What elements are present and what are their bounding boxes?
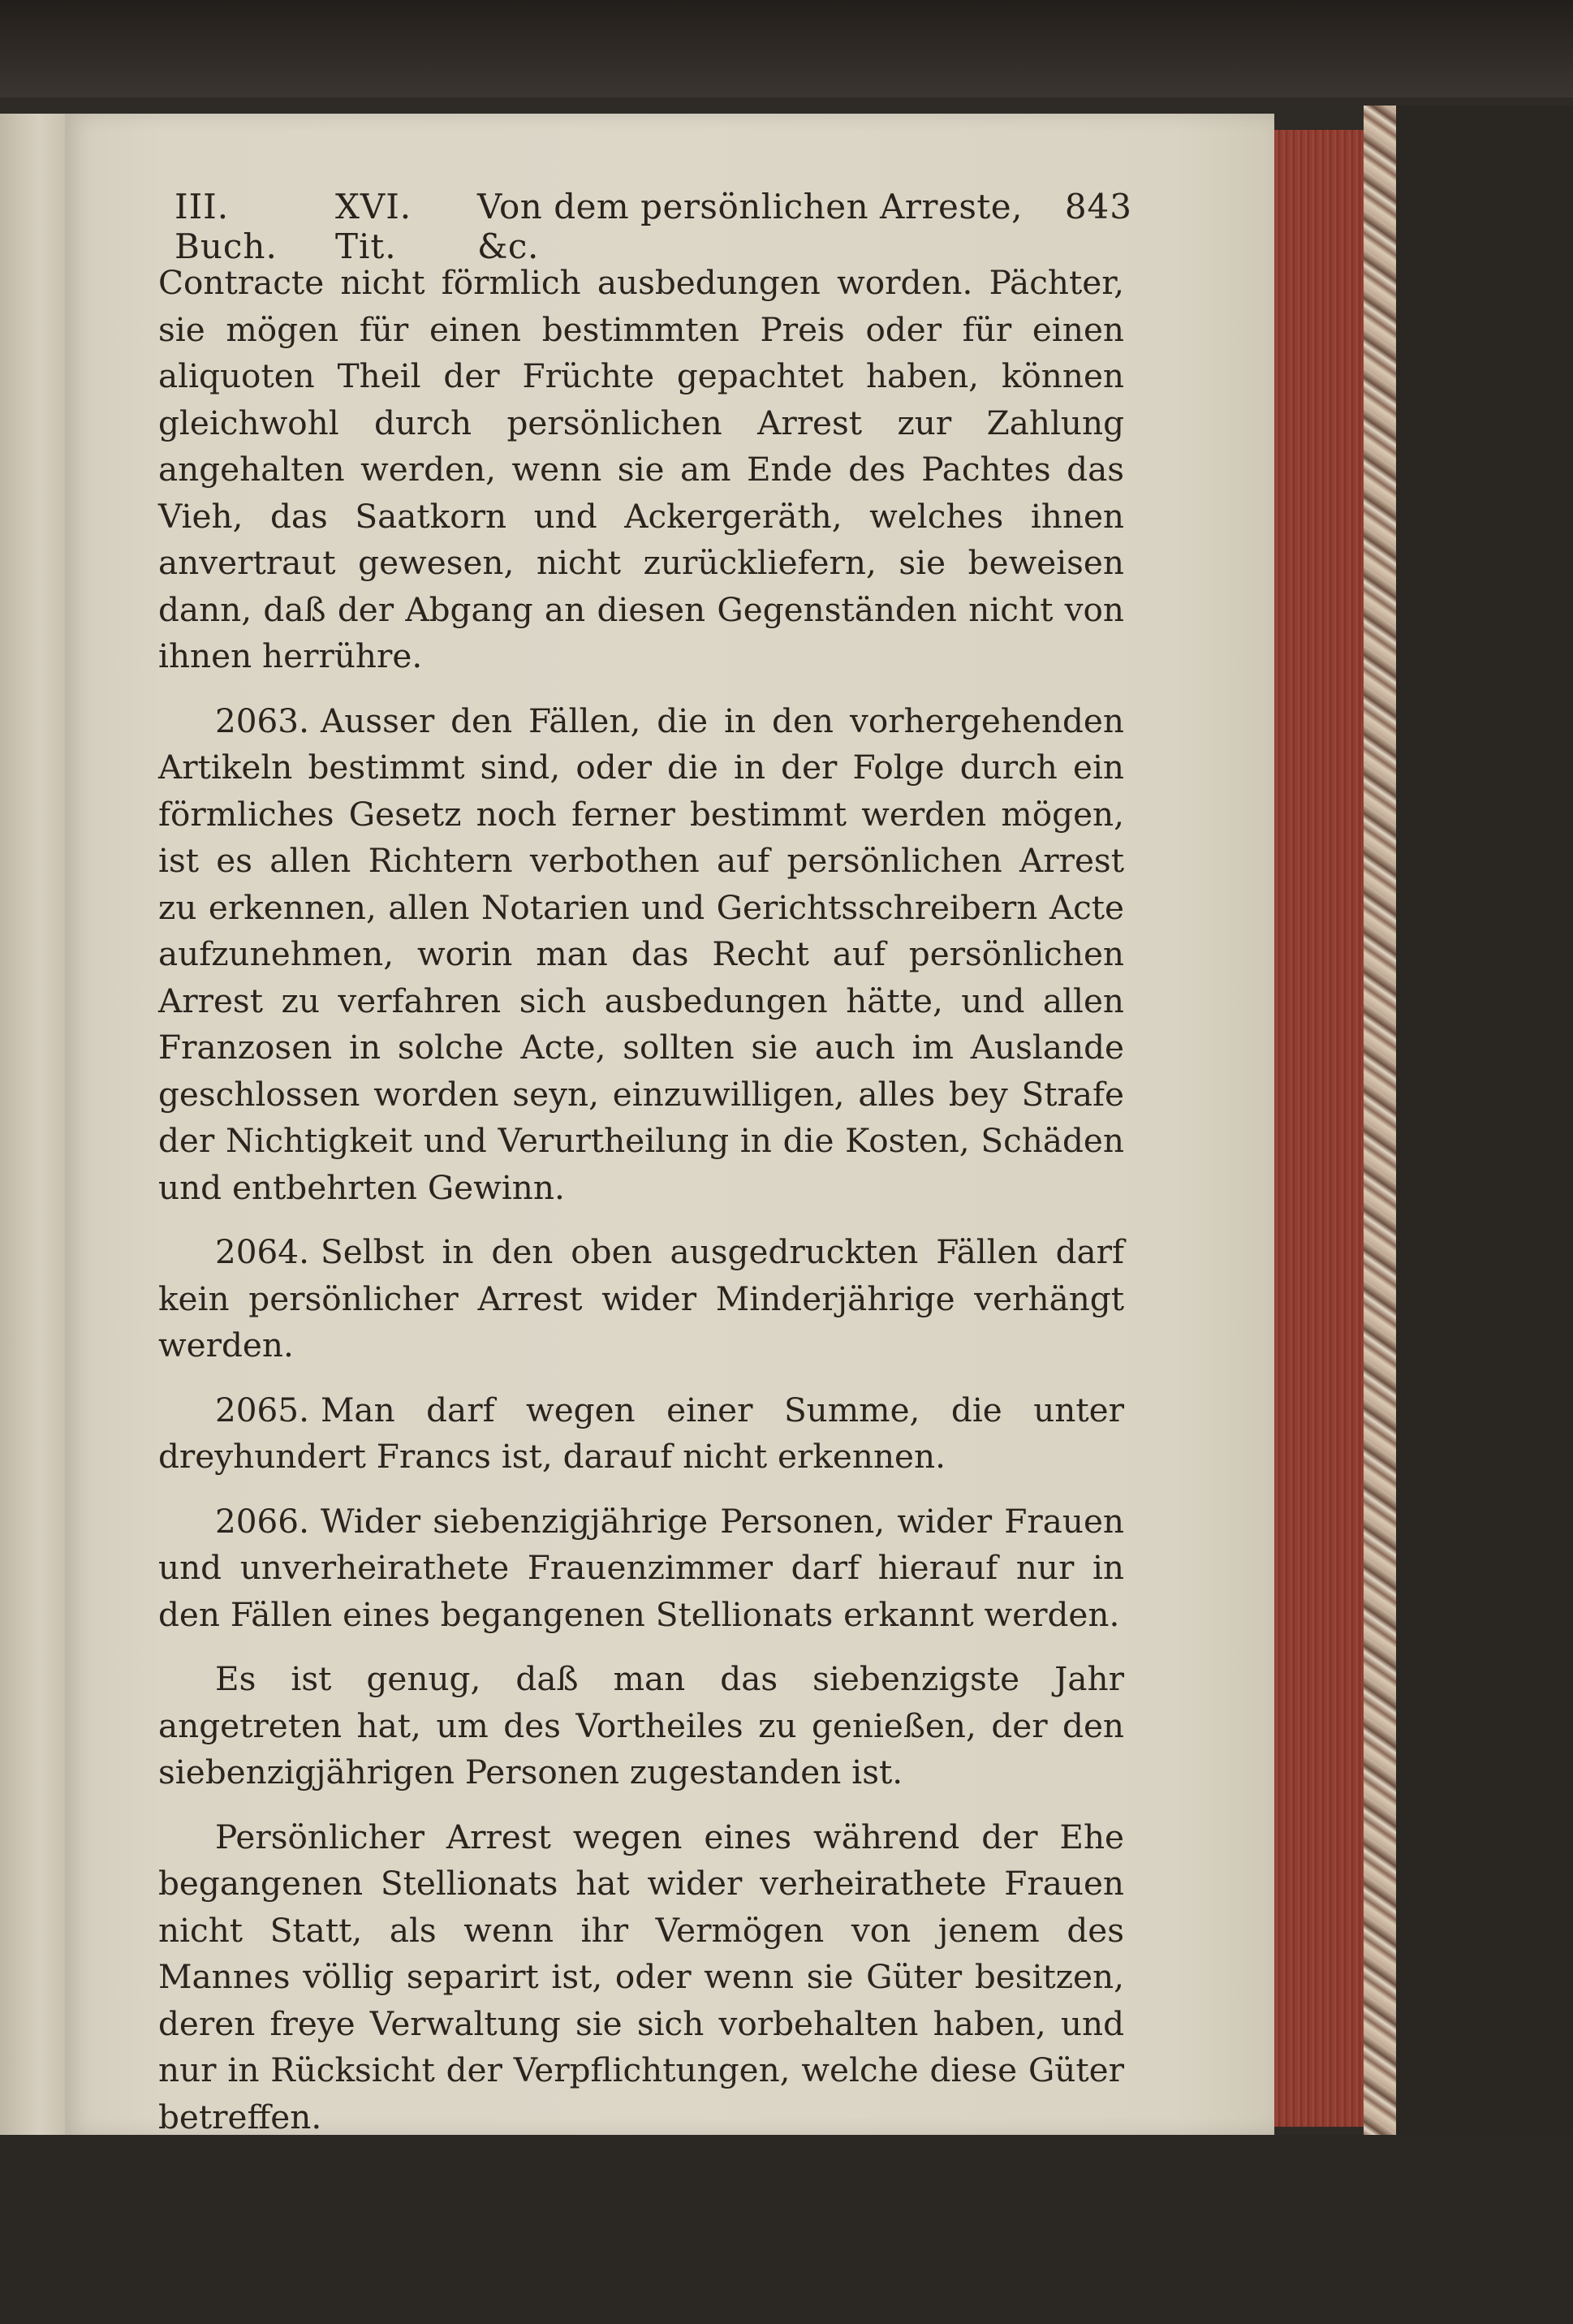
page-number: 843	[1064, 187, 1132, 226]
header-book: III. Buch.	[175, 187, 278, 266]
article-text: Man darf wegen einer Summe, die unter dreyhundert Francs ist, darauf nicht erkennen.	[158, 1390, 1124, 1476]
marbled-cover-edge	[1364, 106, 1396, 2151]
article-text: Wider siebenzigjährige Personen, wider Frauen und unverheirathete Frauenzimmer darf hierauf nur in den Fällen eines begangenen Stellionats erkannt werden.	[158, 1501, 1124, 1634]
article-2065	[158, 1387, 1124, 1481]
top-background	[0, 0, 1573, 97]
facing-page-edge	[0, 114, 70, 2135]
header-title-number: XVI. Tit.	[334, 187, 412, 266]
bottom-background	[0, 2135, 1573, 2324]
continued-paragraph: Contracte nicht förmlich ausbedungen worden. Pächter, sie mögen für einen bestimmten Preis oder für einen aliquoten Theil der Früchte gepachtet haben, können gleichwohl durch persönlichen Arrest zur Zahlung angehalten werden, wenn sie am Ende des Pachtes das Vieh, das Saatkorn und Ackergeräth, welches ihnen anvertraut gewesen, nicht zurückliefern, sie beweisen dann, daß der Abgang an diesen Gegenständen nicht von ihnen herrühre.	[158, 263, 1124, 675]
running-header	[175, 187, 1132, 266]
paragraph-seventy-years: Es ist genug, daß man das siebenzigste Jahr angetreten hat, um des Vortheiles zu genießen, der den siebenzigjährigen Personen zugestanden ist.	[158, 1659, 1124, 1792]
article-number: 2065.	[215, 1390, 309, 1429]
page-text	[158, 260, 1124, 2158]
cover-background	[1396, 106, 1573, 2216]
article-text: Ausser den Fällen, die in den vorhergehenden Artikeln bestimmt sind, oder die in der Folge durch ein förmliches Gesetz noch ferner bestimmt werden mögen, ist es allen Richtern verbothen auf persönlichen Arrest zu erkennen, allen Notarien und Gerichtsschreibern Acte aufzunehmen, worin man das Recht auf persönlichen Arrest zu verfahren sich ausbedungen hätte, und allen Franzosen in solche Acte, sollten sie auch im Auslande geschlossen worden seyn, einzuwilligen, alles bey Strafe der Nichtigkeit und Verurtheilung in die Kosten, Schäden und entbehrten Gewinn.	[158, 701, 1124, 1207]
article-number: 2064.	[215, 1232, 309, 1271]
article-2063	[158, 698, 1124, 1212]
page-block-red-edge	[1274, 130, 1364, 2127]
article-2066	[158, 1498, 1124, 1639]
paragraph-married-women: Persönlicher Arrest wegen eines während der Ehe begangenen Stellionats hat wider verheirathete Frauen nicht Statt, als wenn ihr Vermögen von jenem des Mannes völlig separirt ist, oder wenn sie Güter besitzen, deren freye Verwaltung sie sich vorbehalten haben, und nur in Rücksicht der Verpflichtungen, welche diese Güter betreffen.	[158, 1817, 1124, 2136]
article-number: 2066.	[215, 1501, 309, 1541]
article-number: 2063.	[215, 701, 309, 740]
header-running-title: Von dem persönlichen Arreste, &c.	[477, 187, 1023, 266]
article-text: Selbst in den oben ausgedruckten Fällen darf kein persönlicher Arrest wider Minderjährige verhängt werden.	[158, 1232, 1124, 1365]
article-2064	[158, 1229, 1124, 1369]
